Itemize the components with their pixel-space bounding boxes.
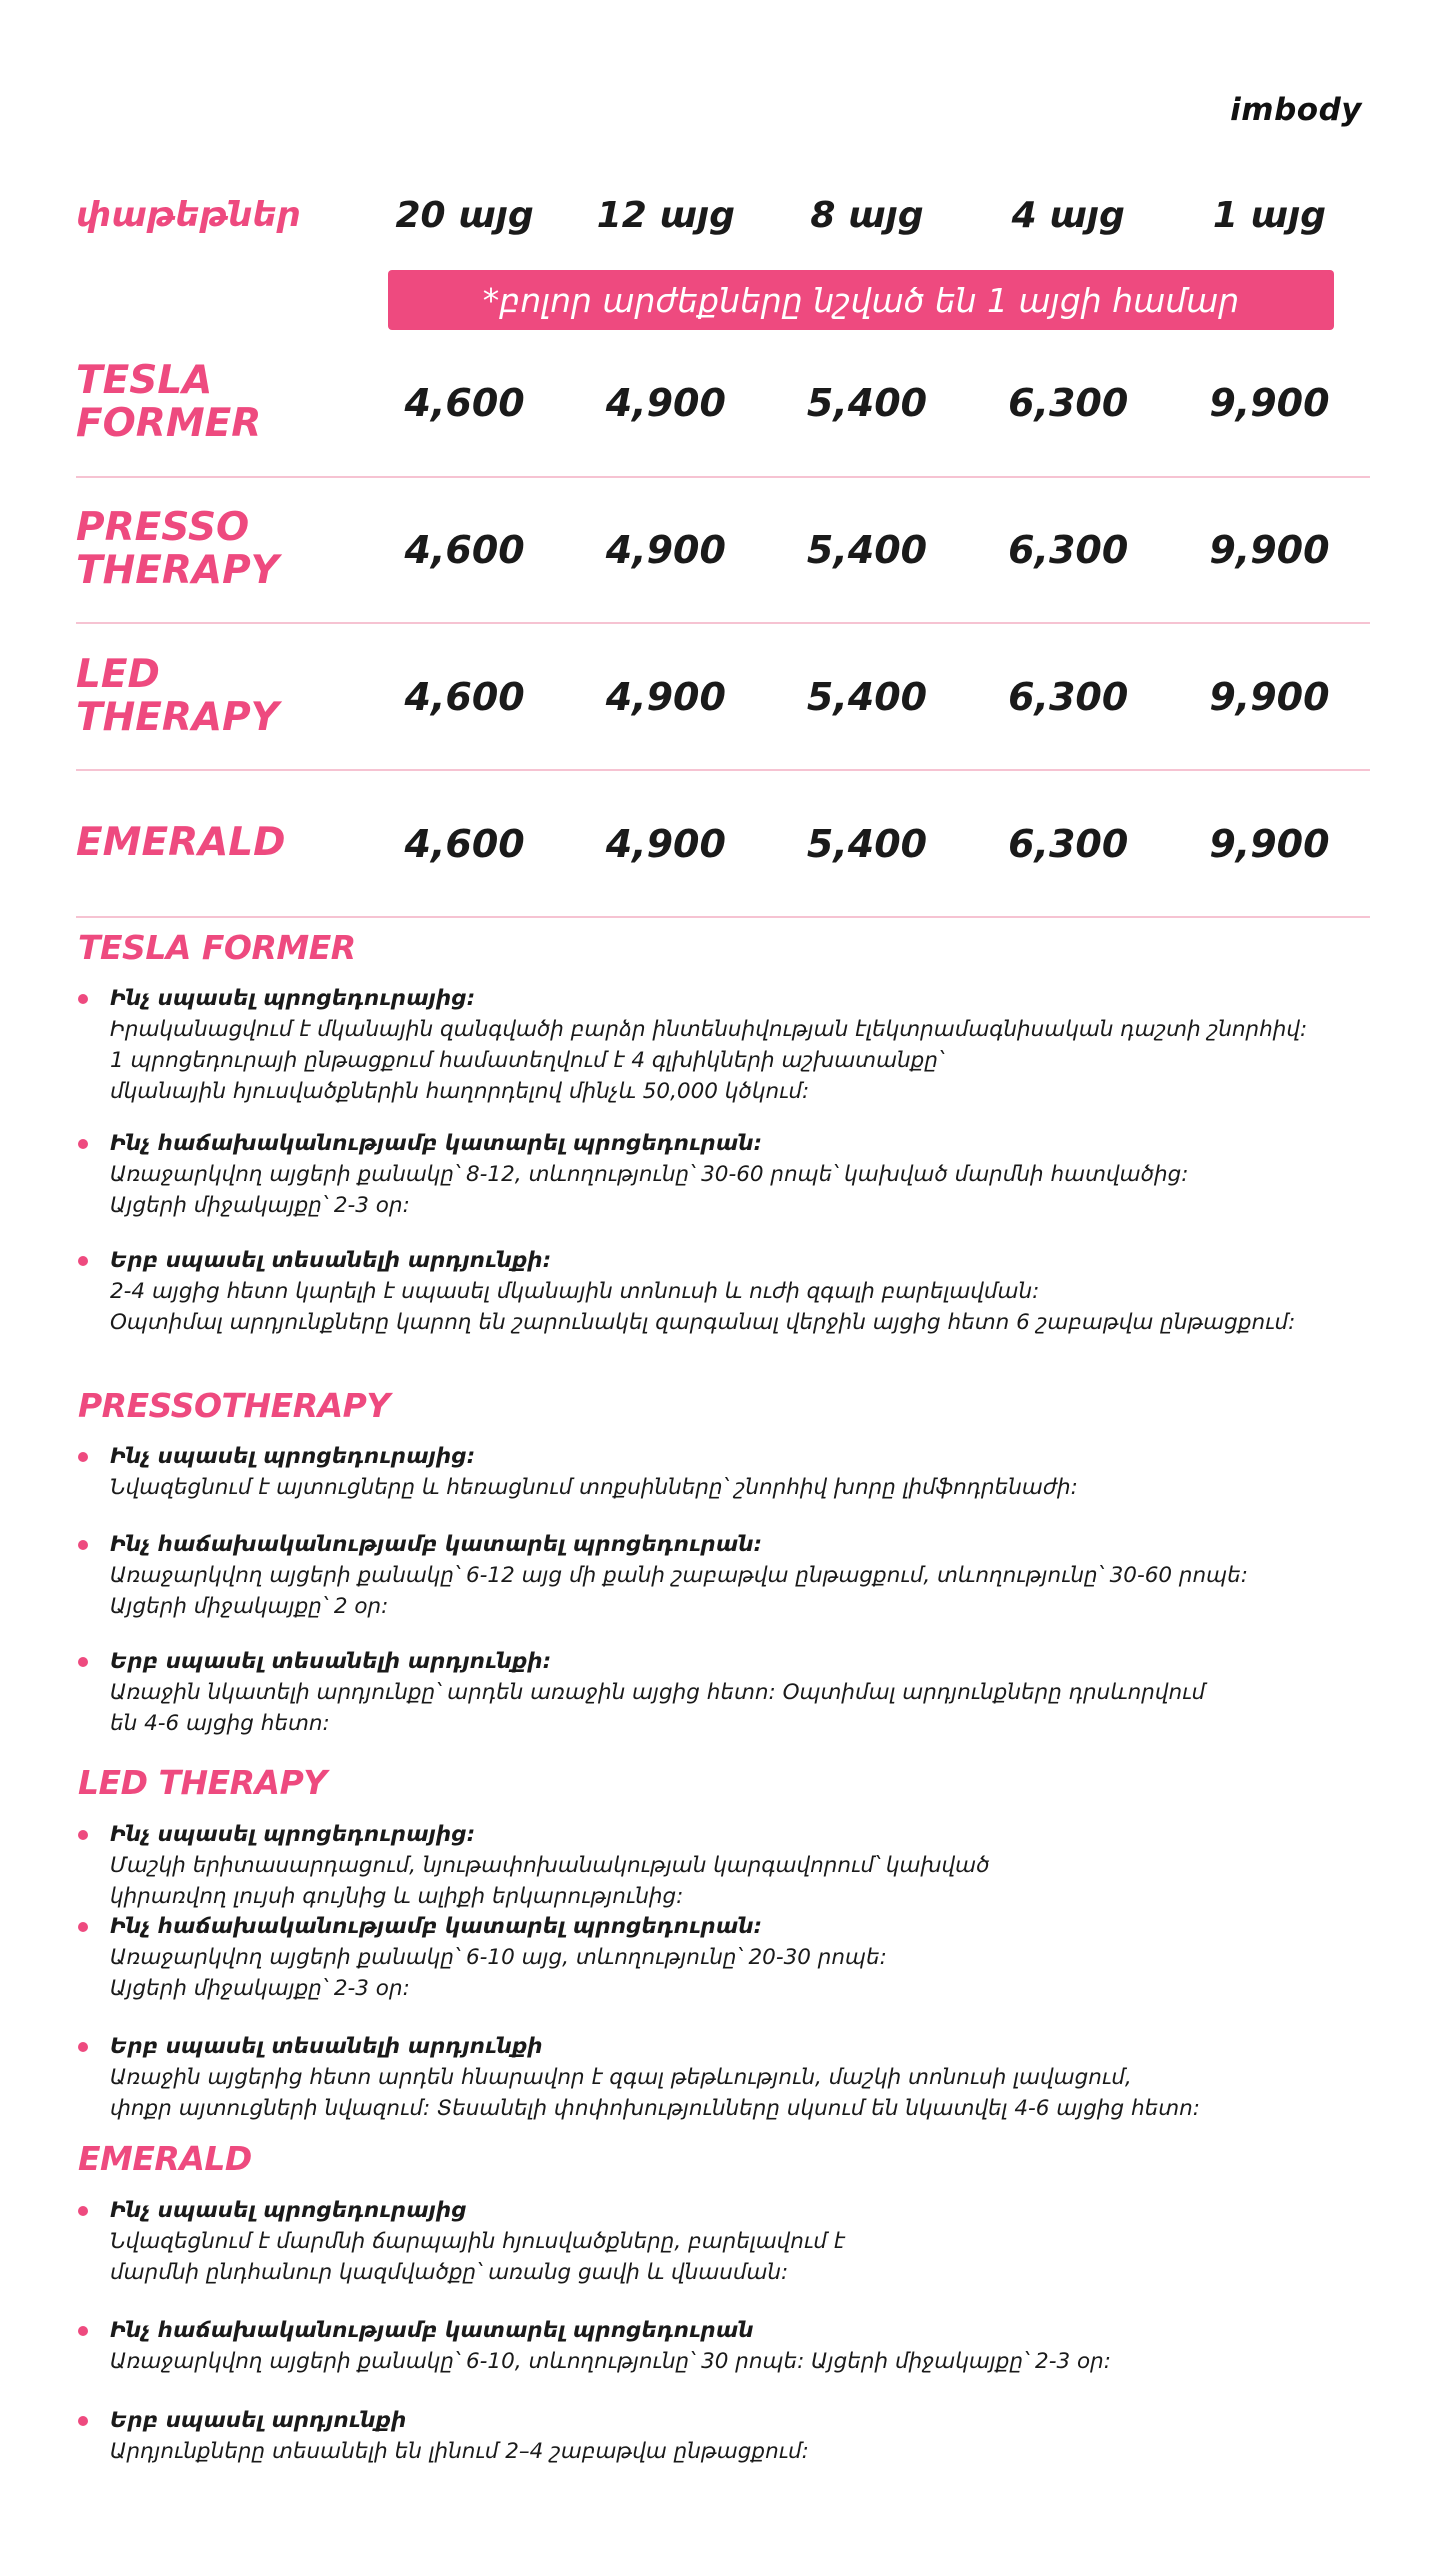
item-question: Երբ սպասել տեսանելի արդյունքի: <box>110 1649 552 1674</box>
item-question: Ինչ սպասել պրոցեդուրայից: <box>110 1444 476 1469</box>
item-answer-line: Նվազեցնում է մարմնի ճարպային հյուսվածքները, բարելավում է <box>110 2229 845 2254</box>
price-cell: 4,600 <box>404 528 525 572</box>
table-row-presso <box>76 478 1370 624</box>
item-answer-line: Արդյունքները տեսանելի են լինում 2–4 շաբաթվա ընթացքում: <box>110 2439 809 2464</box>
item-answer-line: Այցերի միջակայքը՝ 2-3 օր: <box>110 1976 410 2001</box>
item-answer-line: Օպտիմալ արդյունքները կարող են շարունակել զարգանալ վերջին այցից հետո 6 շաբաթվա ընթացքում: <box>110 1310 1296 1335</box>
list-item <box>78 1529 1408 1622</box>
bullet-icon <box>78 1922 88 1932</box>
list-item <box>78 1646 1408 1739</box>
list-item <box>78 2031 1408 2124</box>
price-cell: 4,600 <box>404 821 525 866</box>
item-question: Ինչ հաճախականությամբ կատարել պրոցեդուրան: <box>110 1532 763 1557</box>
price-cell: 4,600 <box>404 674 525 719</box>
item-question: Ինչ հաճախականությամբ կատարել պրոցեդուրան <box>110 2318 754 2343</box>
table-row-emerald <box>76 771 1370 918</box>
column-header-12: 12 այց <box>596 194 735 236</box>
table-row-led <box>76 624 1370 771</box>
list-item <box>78 1819 1408 1912</box>
price-cell: 9,900 <box>1209 821 1330 866</box>
list-item <box>78 2315 1408 2377</box>
row-label-line1: LED <box>76 651 160 697</box>
table-header-row <box>76 176 1370 254</box>
row-label <box>76 651 364 740</box>
price-cell: 9,900 <box>1209 528 1330 572</box>
item-question: Ինչ հաճախականությամբ կատարել պրոցեդուրան: <box>110 1914 763 1939</box>
bullet-icon <box>78 1657 88 1667</box>
item-answer-line: Առաջին այցերից հետո արդեն հնարավոր է զգալ թեթևություն, մաշկի տոնուսի լավացում, <box>110 2065 1132 2090</box>
row-label-line1: EMERALD <box>76 820 286 866</box>
bullet-icon <box>78 1540 88 1550</box>
item-question: Երբ սպասել տեսանելի արդյունքի <box>110 2034 543 2059</box>
column-header-8: 8 այց <box>810 194 924 236</box>
price-cell: 4,900 <box>605 528 726 572</box>
price-cell: 5,400 <box>806 821 928 866</box>
price-cell: 4,900 <box>605 674 726 719</box>
price-note-banner <box>388 270 1334 330</box>
item-answer-line: մկանային հյուսվածքներին հաղորդելով մինչև 50,000 կծկում: <box>110 1079 810 1104</box>
list-item <box>78 1911 1408 2004</box>
section-title-tesla-former: TESLA FORMER <box>78 928 356 967</box>
item-answer-line: Առաջարկվող այցերի քանակը՝ 6-12 այց մի քանի շաբաթվա ընթացքում, տևողությունը՝ 30-60 րոպե: <box>110 1563 1248 1588</box>
bullet-icon <box>78 2416 88 2426</box>
price-cell: 6,300 <box>1008 674 1129 719</box>
bullet-icon <box>78 994 88 1004</box>
bullet-icon <box>78 2326 88 2336</box>
price-cell: 5,400 <box>806 528 928 572</box>
bullet-icon <box>78 1830 88 1840</box>
item-answer-line: Առաջին նկատելի արդյունքը՝ արդեն առաջին այցից հետո: Օպտիմալ արդյունքները դրսևորվում <box>110 1680 1206 1705</box>
item-answer-line: Այցերի միջակայքը՝ 2 օր: <box>110 1594 389 1619</box>
price-cell: 6,300 <box>1008 381 1129 425</box>
column-header-4: 4 այց <box>1011 194 1125 236</box>
item-answer-line: 1 պրոցեդուրայի ընթացքում համատեղվում է 4 գլխիկների աշխատանքը՝ <box>110 1048 944 1073</box>
item-answer-line: են 4-6 այցից հետո: <box>110 1711 330 1736</box>
list-item <box>78 2405 1408 2467</box>
item-question: Երբ սպասել արդյունքի <box>110 2408 407 2433</box>
item-question: Ինչ սպասել պրոցեդուրայից: <box>110 1822 476 1847</box>
item-question: Ինչ սպասել պրոցեդուրայից: <box>110 986 476 1011</box>
table-row-tesla <box>76 330 1370 478</box>
row-label-line1: PRESSO <box>76 505 250 551</box>
item-answer-line: Առաջարկվող այցերի քանակը՝ 8-12, տևողությունը՝ 30-60 րոպե՝ կախված մարմնի հատվածից: <box>110 1162 1189 1187</box>
item-answer-line: Նվազեցնում է այտուցները և հեռացնում տոքսինները՝ շնորհիվ խորը լիմֆոդրենաժի: <box>110 1475 1078 1500</box>
row-label-line2: FORMER <box>76 401 262 446</box>
section-title-led-therapy: LED THERAPY <box>78 1763 327 1802</box>
bullet-icon <box>78 1139 88 1149</box>
price-table <box>76 176 1370 918</box>
column-header-20: 20 այց <box>395 194 534 236</box>
price-cell: 5,400 <box>806 381 928 425</box>
item-question: Ինչ հաճախականությամբ կատարել պրոցեդուրան: <box>110 1131 763 1156</box>
bullet-icon <box>78 1256 88 1266</box>
row-label-line2: THERAPY <box>76 694 279 740</box>
item-answer-line: Մաշկի երիտասարդացում, նյութափոխանակության կարգավորում՝ կախված <box>110 1853 990 1878</box>
price-cell: 4,900 <box>605 381 726 425</box>
price-cell: 9,900 <box>1209 381 1330 425</box>
item-answer-line: փոքր այտուցների նվազում: Տեսանելի փոփոխությունները սկսում են նկատվել 4-6 այցից հետո: <box>110 2096 1201 2121</box>
list-item <box>78 1441 1408 1503</box>
bullet-icon <box>78 1452 88 1462</box>
column-header-1: 1 այց <box>1212 194 1326 236</box>
price-cell: 4,600 <box>404 381 525 425</box>
row-label-line2: THERAPY <box>76 548 279 593</box>
price-note: *բոլոր արժեքները նշված են 1 այցի համար <box>482 280 1240 320</box>
price-cell: 6,300 <box>1008 821 1129 866</box>
list-item <box>78 2195 1408 2288</box>
item-answer-line: Իրականացվում է մկանային զանգվածի բարձր ինտենսիվության էլեկտրամագնիսական դաշտի շնորհիվ: <box>110 1017 1308 1042</box>
item-answer-line: մարմնի ընդհանուր կազմվածքը՝ առանց ցավի և վնասման: <box>110 2260 789 2285</box>
price-cell: 6,300 <box>1008 528 1129 572</box>
item-question: Երբ սպասել տեսանելի արդյունքի: <box>110 1248 552 1273</box>
bullet-icon <box>78 2042 88 2052</box>
packages-header: փաթեթներ <box>76 195 301 235</box>
item-answer-line: 2-4 այցից հետո կարելի է սպասել մկանային տոնուսի և ուժի զգալի բարելավման: <box>110 1279 1040 1304</box>
item-answer-line: Առաջարկվող այցերի քանակը՝ 6-10, տևողությունը՝ 30 րոպե: Այցերի միջակայքը՝ 2-3 օր: <box>110 2349 1111 2374</box>
price-cell: 5,400 <box>806 674 928 719</box>
brand-logo: imbody <box>1230 92 1362 128</box>
section-title-emerald: EMERALD <box>78 2139 252 2178</box>
list-item <box>78 1128 1408 1221</box>
row-label <box>76 822 364 865</box>
price-cell: 4,900 <box>605 821 726 866</box>
list-item <box>78 983 1408 1107</box>
section-title-pressotherapy: PRESSOTHERAPY <box>78 1386 390 1425</box>
row-label-line1: TESLA <box>76 358 213 404</box>
row-label <box>76 360 364 446</box>
bullet-icon <box>78 2206 88 2216</box>
list-item <box>78 1245 1408 1338</box>
item-answer-line: Առաջարկվող այցերի քանակը՝ 6-10 այց, տևողությունը՝ 20-30 րոպե: <box>110 1945 887 1970</box>
item-question: Ինչ սպասել պրոցեդուրայից <box>110 2198 467 2223</box>
item-answer-line: Այցերի միջակայքը՝ 2-3 օր: <box>110 1193 410 1218</box>
item-answer-line: կիրառվող լույսի գույնից և ալիքի երկարությունից: <box>110 1884 684 1909</box>
row-label <box>76 507 364 593</box>
price-cell: 9,900 <box>1209 674 1330 719</box>
